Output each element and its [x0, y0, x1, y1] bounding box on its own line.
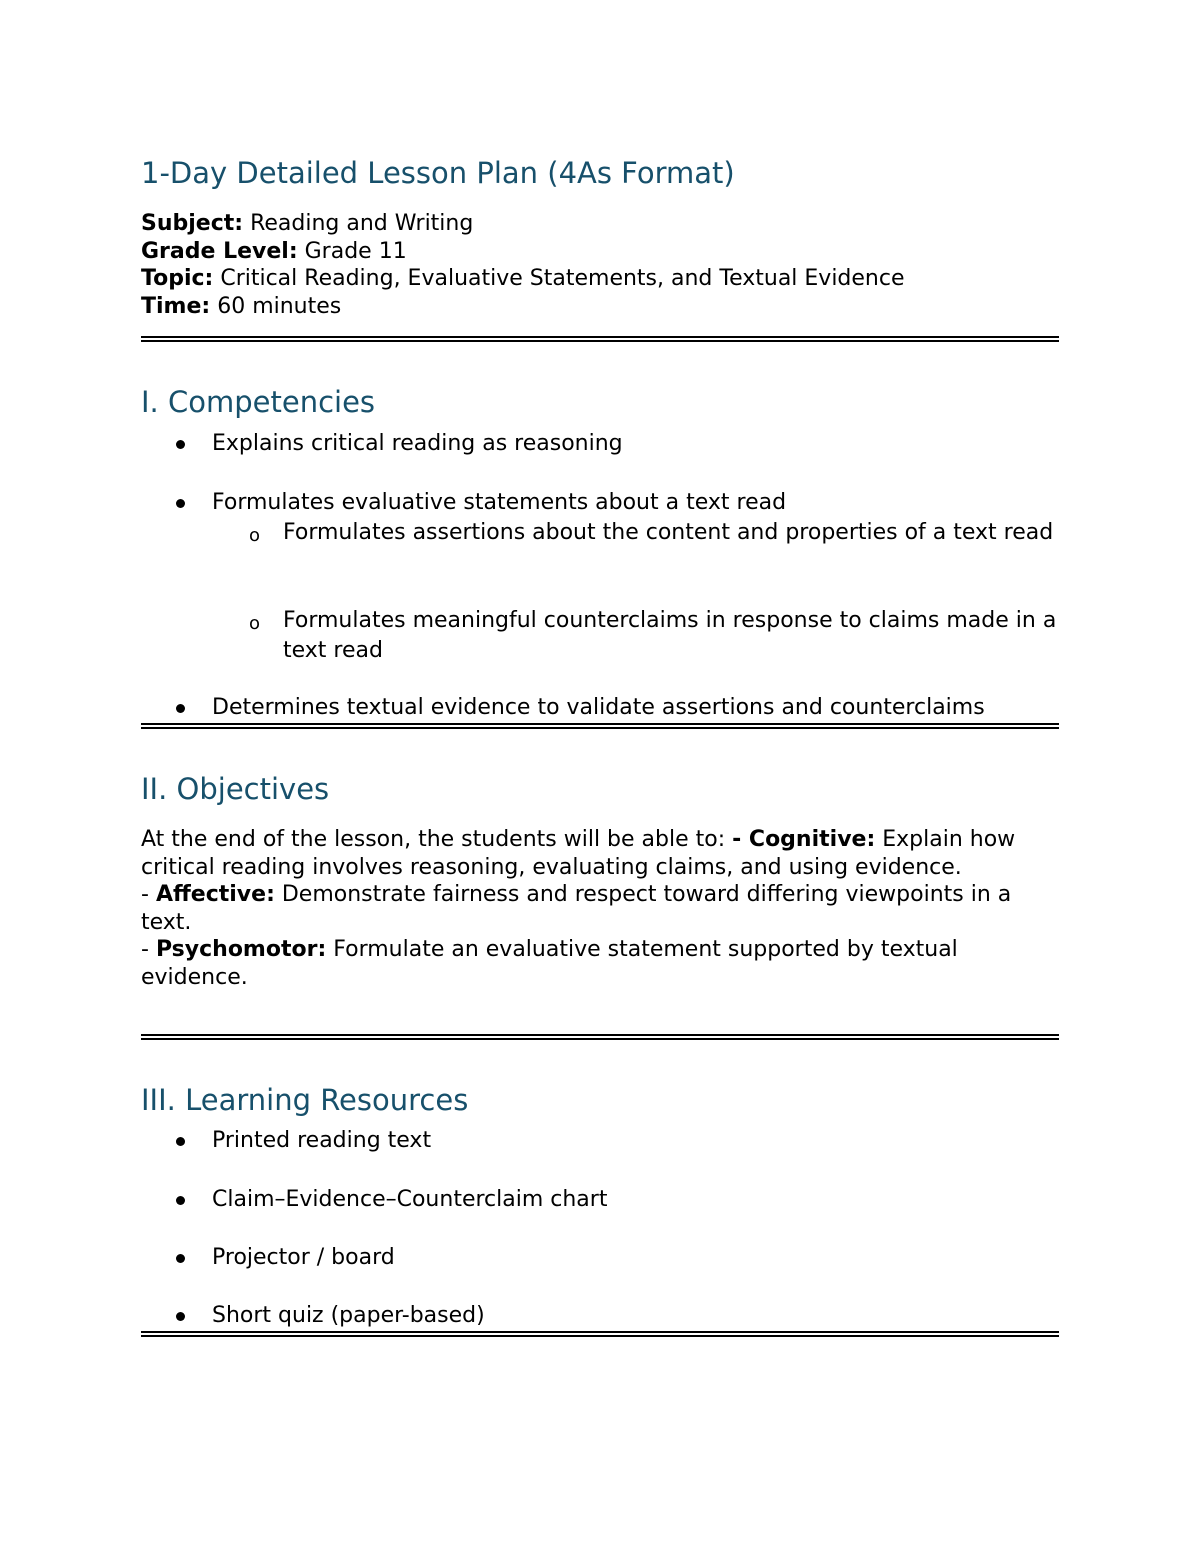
resource-text: Claim–Evidence–Counterclaim chart	[212, 1187, 608, 1212]
bullet-icon	[176, 704, 185, 713]
objective-affective-prefix: -	[141, 882, 156, 907]
objective-affective-text: Demonstrate fairness and respect toward differing viewpoints in a text.	[141, 882, 1012, 935]
bullet-icon	[176, 1137, 185, 1146]
bullet-icon	[176, 1254, 185, 1263]
objective-psychomotor-text: Formulate an evaluative statement supported by textual evidence.	[141, 937, 958, 990]
resource-text: Projector / board	[212, 1245, 395, 1270]
meta-time-label: Time:	[141, 293, 211, 319]
competency-subitem-text: Formulates assertions about the content and properties of a text read	[283, 520, 1054, 545]
objectives-heading: II. Objectives	[141, 772, 330, 806]
objective-affective-label: Affective:	[155, 882, 275, 907]
meta-grade-value: Grade 11	[304, 238, 407, 264]
objectives-intro: At the end of the lesson, the students will be able to:	[141, 827, 733, 852]
page-title: 1-Day Detailed Lesson Plan (4As Format)	[141, 156, 735, 190]
resource-text: Printed reading text	[212, 1128, 432, 1153]
objective-cognitive-prefix: -	[732, 827, 749, 852]
meta-subject-label: Subject:	[141, 211, 244, 236]
bullet-icon	[176, 440, 185, 449]
objective-psychomotor-label: Psychomotor:	[155, 937, 327, 962]
section-divider	[141, 336, 1059, 342]
bullet-icon	[176, 1196, 185, 1205]
competency-text: Formulates evaluative statements about a text read	[212, 490, 787, 515]
competency-text: Explains critical reading as reasoning	[212, 431, 623, 456]
resource-text: Short quiz (paper-based)	[212, 1303, 485, 1328]
competencies-heading: I. Competencies	[141, 385, 376, 419]
lesson-meta	[141, 210, 1061, 320]
meta-subject-value: Reading and Writing	[250, 211, 474, 236]
meta-topic	[141, 265, 1061, 293]
section-divider	[141, 1331, 1059, 1337]
bullet-icon	[176, 1312, 185, 1321]
objective-cognitive-label: Cognitive:	[748, 827, 876, 852]
resources-heading: III. Learning Resources	[141, 1083, 469, 1117]
meta-subject	[141, 210, 1061, 238]
meta-topic-value: Critical Reading, Evaluative Statements, and Textual Evidence	[220, 266, 905, 291]
competency-subitem-text: Formulates meaningful counterclaims in response to claims made in a text read	[283, 608, 1057, 663]
meta-grade	[141, 238, 1061, 266]
meta-grade-label: Grade Level:	[141, 238, 298, 264]
meta-time-value: 60 minutes	[217, 293, 342, 319]
objectives-body	[141, 826, 1061, 991]
bullet-icon	[176, 499, 185, 508]
objective-psychomotor-prefix: -	[141, 937, 156, 962]
objective-cognitive-text: Explain how critical reading involves reasoning, evaluating claims, and using evidence.	[141, 827, 1016, 880]
meta-time	[141, 293, 1061, 321]
hollow-bullet-icon: o	[249, 525, 261, 546]
meta-topic-label: Topic:	[141, 266, 214, 291]
hollow-bullet-icon: o	[249, 613, 261, 634]
section-divider	[141, 1034, 1059, 1040]
competency-text: Determines textual evidence to validate assertions and counterclaims	[212, 695, 985, 720]
section-divider	[141, 723, 1059, 729]
